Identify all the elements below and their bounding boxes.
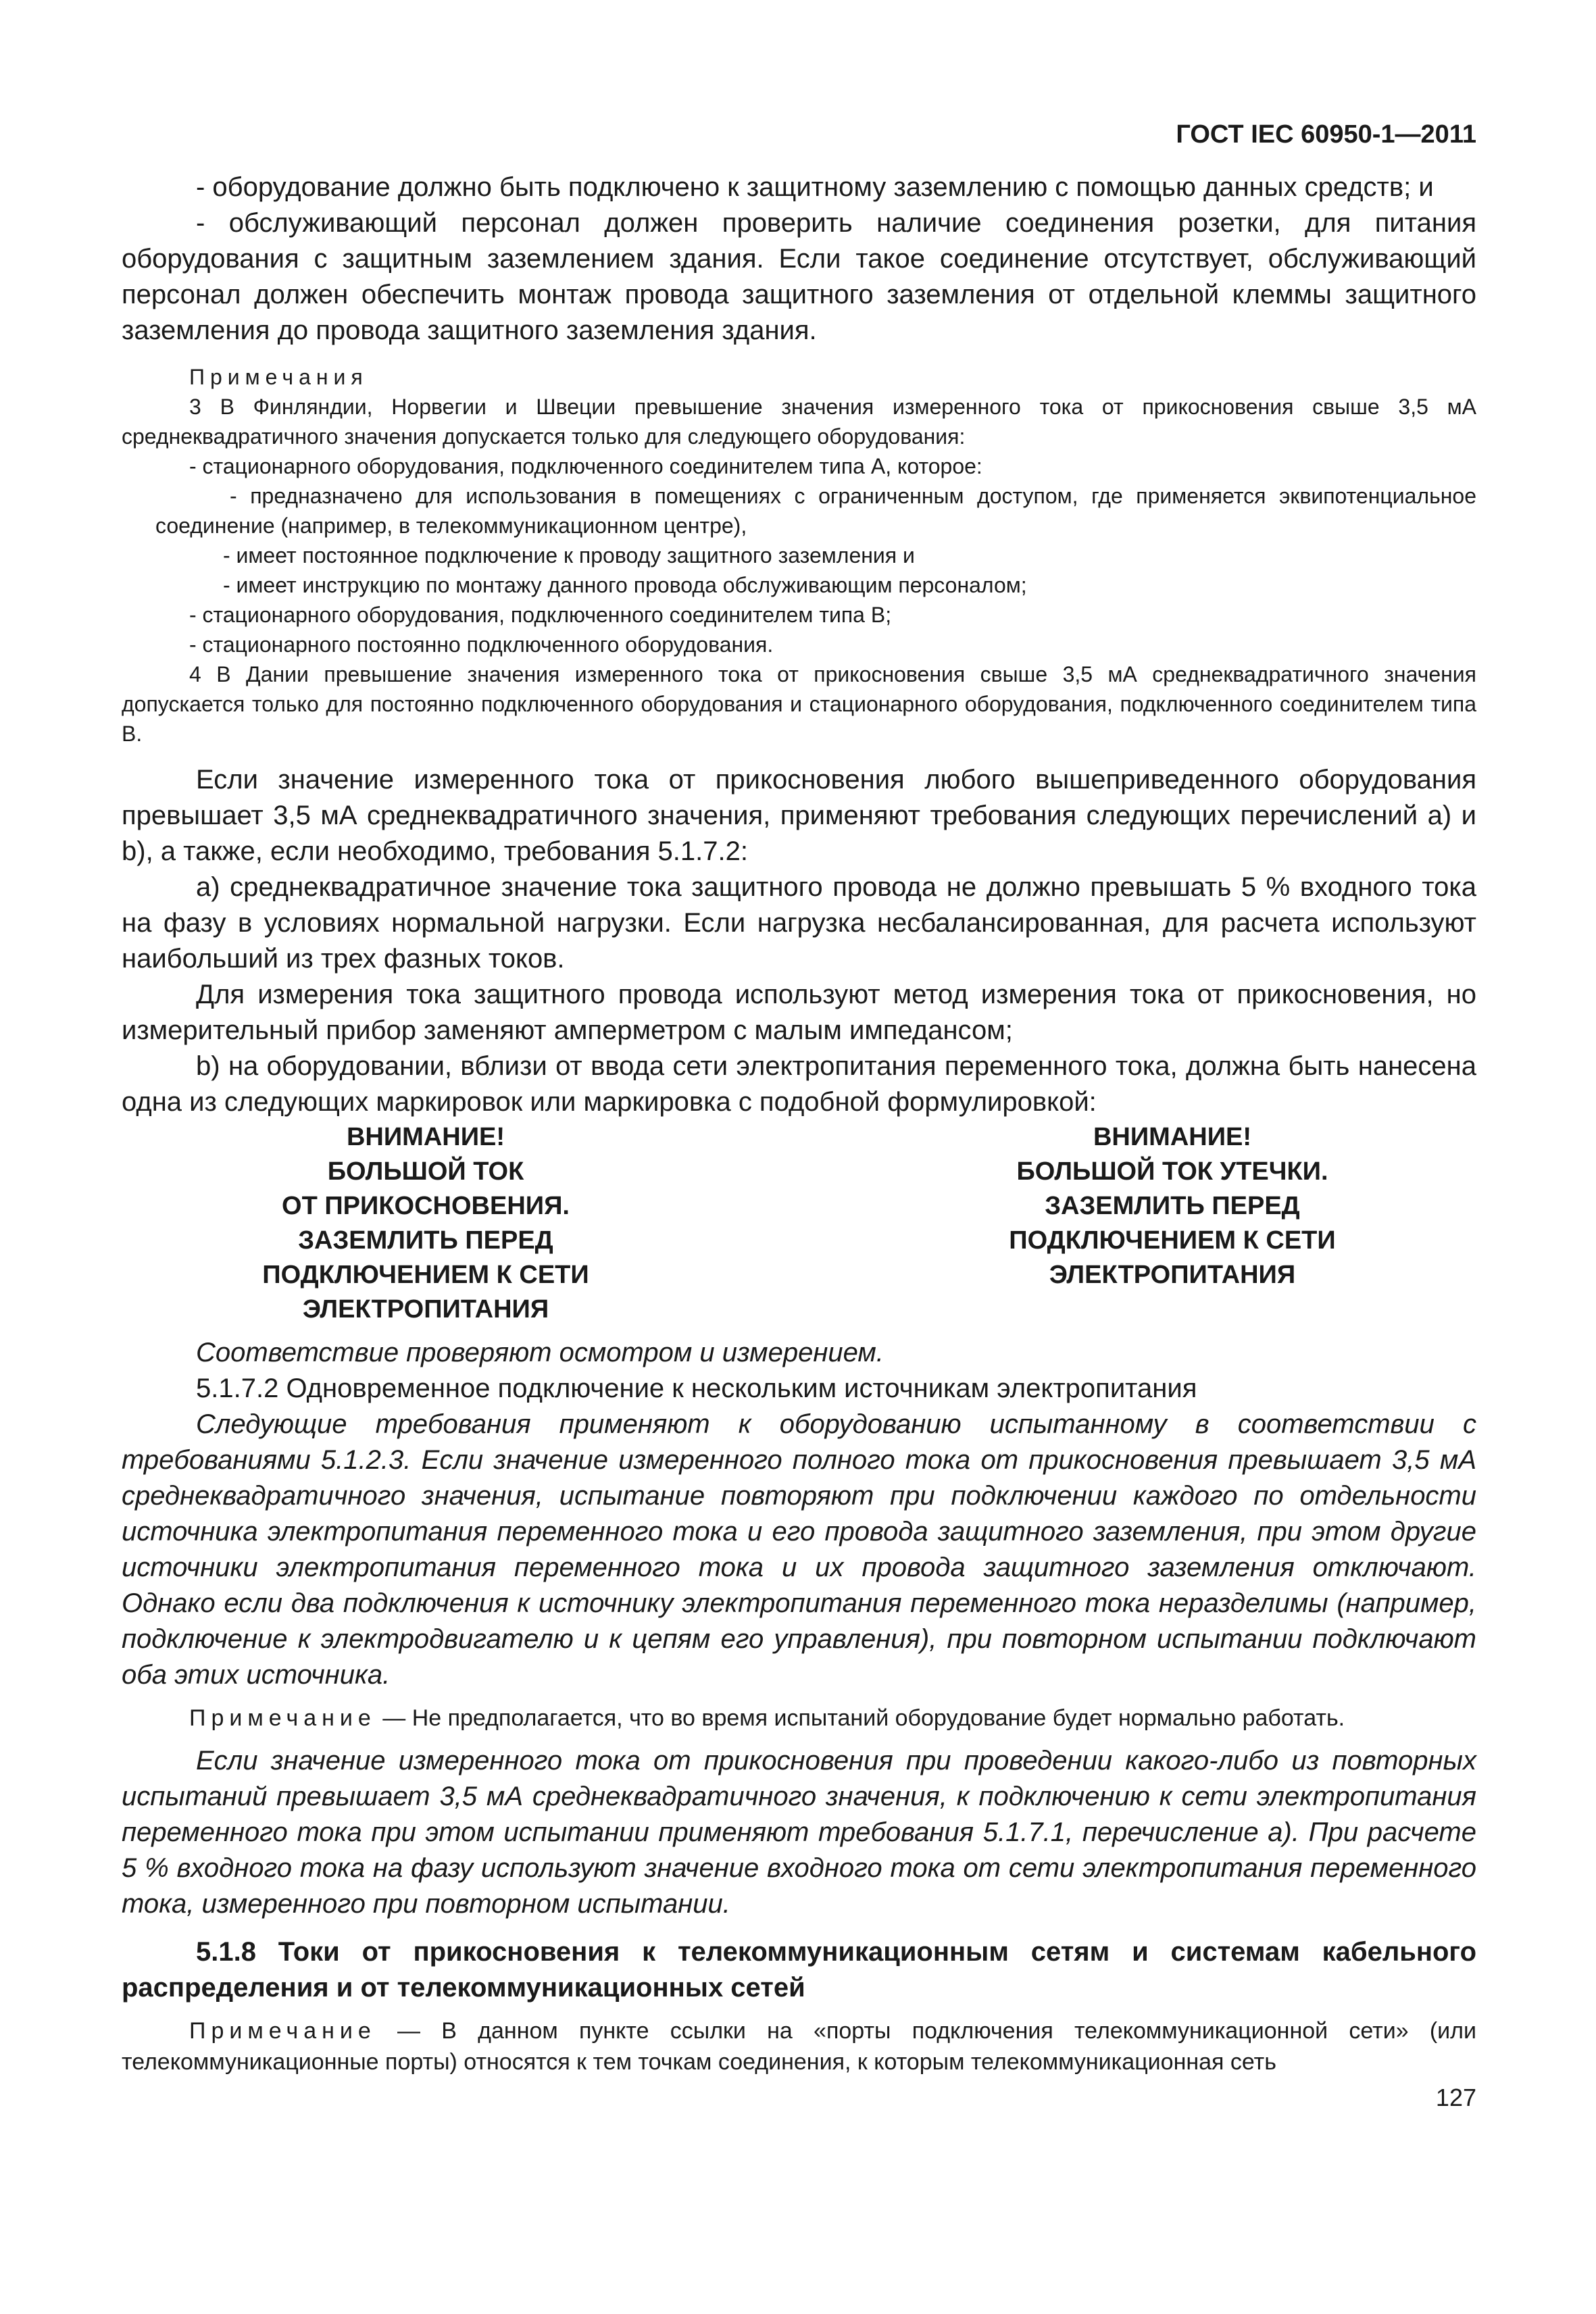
warning-line: БОЛЬШОЙ ТОК [327, 1157, 524, 1186]
warning-line: БОЛЬШОЙ ТОК УТЕЧКИ. [1016, 1157, 1328, 1186]
warning-line: ЭЛЕКТРОПИТАНИЯ [1049, 1261, 1296, 1289]
page-number: 127 [1435, 2084, 1476, 2111]
warning-label-leakage-current [895, 1120, 1449, 1327]
note-4: 4 В Дании превышение значения измеренного тока от прикосновения свыше 3,5 мА среднеквадратичного значения допускается только для постоянно подключенного оборудования и стационарного оборудования, подключенного соединителем типа В. [122, 662, 1476, 746]
body-paragraph-4: b) на оборудовании, вблизи от ввода сети электропитания переменного тока, должна быть нанесена одна из следующих маркировок или маркировка с подобной формулировкой: [122, 1051, 1476, 1117]
warning-line: ЗАЗЕМЛИТЬ ПЕРЕД [1045, 1192, 1300, 1220]
body-paragraph-1: Если значение измеренного тока от прикосновения любого вышеприведенного оборудования превышает 3,5 мА среднеквадратичного значения, применяют требования следующих перечислений a) и b), а также, если необходимо, требования 5.1.7.2: [122, 765, 1476, 866]
note-label: Примечание [189, 1705, 376, 1731]
intro-item-2: - обслуживающий персонал должен проверить наличие соединения розетки, для питания оборудования с защитным заземлением здания. Если такое соединение отсутствует, обслуживающий персонал должен обеспечить монтаж провода защитного заземления от отдельной клеммы защитного заземления до провода защитного заземления здания. [122, 208, 1476, 345]
section-5172-title: 5.1.7.2 Одновременное подключение к нескольким источникам электропитания [196, 1374, 1197, 1403]
document-header: ГОСТ IEC 60950-1—2011 [1176, 120, 1476, 149]
compliance-check: Соответствие проверяют осмотром и измерением. [196, 1338, 884, 1367]
note-3-item-a1: - предназначено для использования в помещениях с ограниченным доступом, где применяется эквипотенциальное соединение (например, в телекоммуникационном центре), [155, 484, 1476, 538]
warning-labels [122, 1120, 1476, 1327]
section-5172-note [122, 1703, 1476, 1734]
body-paragraph-2: a) среднеквадратичное значение тока защитного провода не должно превышать 5 % входного тока на фазу в условиях нормальной нагрузки. Если нагрузка несбалансированная, для расчета используют наибольший из трех фазных токов. [122, 872, 1476, 974]
intro-item-1: - оборудование должно быть подключено к защитному заземлению с помощью данных средств; и [196, 172, 1434, 202]
section-518-title: 5.1.8 Токи от прикосновения к телекоммуникационным сетям и системам кабельного распределения и от телекоммуникационных сетей [122, 1937, 1476, 2003]
note-label: Примечание [189, 2018, 376, 2044]
warning-line: ПОДКЛЮЧЕНИЕМ К СЕТИ [1009, 1226, 1336, 1255]
warning-line: ЗАЗЕМЛИТЬ ПЕРЕД [298, 1226, 553, 1255]
document-page [122, 118, 1476, 2114]
note-text: — Не предполагается, что во время испытаний оборудование будет нормально работать. [376, 1705, 1345, 1731]
note-3-item-a: - стационарного оборудования, подключенного соединителем типа А, которое: [189, 454, 982, 478]
note-3-item-c: - стационарного постоянно подключенного оборудования. [189, 632, 774, 657]
warning-label-touch-current [149, 1120, 703, 1327]
warning-line: ОТ ПРИКОСНОВЕНИЯ. [282, 1192, 570, 1220]
warning-line: ВНИМАНИЕ! [346, 1123, 505, 1151]
note-3-item-a2: - имеет постоянное подключение к проводу защитного заземления и [223, 543, 915, 568]
warning-line: ВНИМАНИЕ! [1093, 1123, 1252, 1151]
warning-line: ПОДКЛЮЧЕНИЕМ К СЕТИ [262, 1261, 589, 1289]
note-3-item-b: - стационарного оборудования, подключенного соединителем типа В; [189, 603, 892, 627]
section-5172-text-1: Следующие требования применяют к оборудованию испытанному в соответствии с требованиями 5.1.2.3. Если значение измеренного полного тока от прикосновения превышает 3,5 мА среднеквадратичного значения, испытание повторяют при подключении каждого по отдельности источника электропитания переменного тока и его провода защитного заземления, при этом другие источники электропитания переменного тока и их провода защитного заземления отключают. Однако если два подключения к источнику электропитания переменного тока неразделимы (например, подключение к электродвигателю и к цепям его управления), при повторном испытании подключают оба этих источника. [122, 1409, 1476, 1690]
note-3: 3 В Финляндии, Норвегии и Швеции превышение значения измеренного тока от прикосновения свыше 3,5 мА среднеквадратичного значения допускается только для следующего оборудования: [122, 395, 1476, 449]
note-3-item-a3: - имеет инструкцию по монтажу данного провода обслуживающим персоналом; [223, 573, 1027, 597]
section-5172-text-2: Если значение измеренного тока от прикосновения при проведении какого-либо из повторных испытаний превышает 3,5 мА среднеквадратичного значения, к подключению к сети электропитания переменного тока при этом испытании применяют требования 5.1.7.1, перечисление a). При расчете 5 % входного тока на фазу используют значение входного тока от сети электропитания переменного тока, измеренного при повторном испытании. [122, 1746, 1477, 1919]
section-518-note [122, 2015, 1476, 2078]
body-paragraph-3: Для измерения тока защитного провода используют метод измерения тока от прикосновения, но измерительный прибор заменяют амперметром с малым импедансом; [122, 980, 1476, 1045]
warning-line: ЭЛЕКТРОПИТАНИЯ [302, 1295, 549, 1324]
note-text: — В данном пункте ссылки на «порты подключения телекоммуникационной сети» (или телекоммуникационные порты) относятся к тем точкам соединения, к которым телекоммуникационная сеть [122, 2018, 1476, 2075]
notes-heading: Примечания [189, 365, 368, 389]
